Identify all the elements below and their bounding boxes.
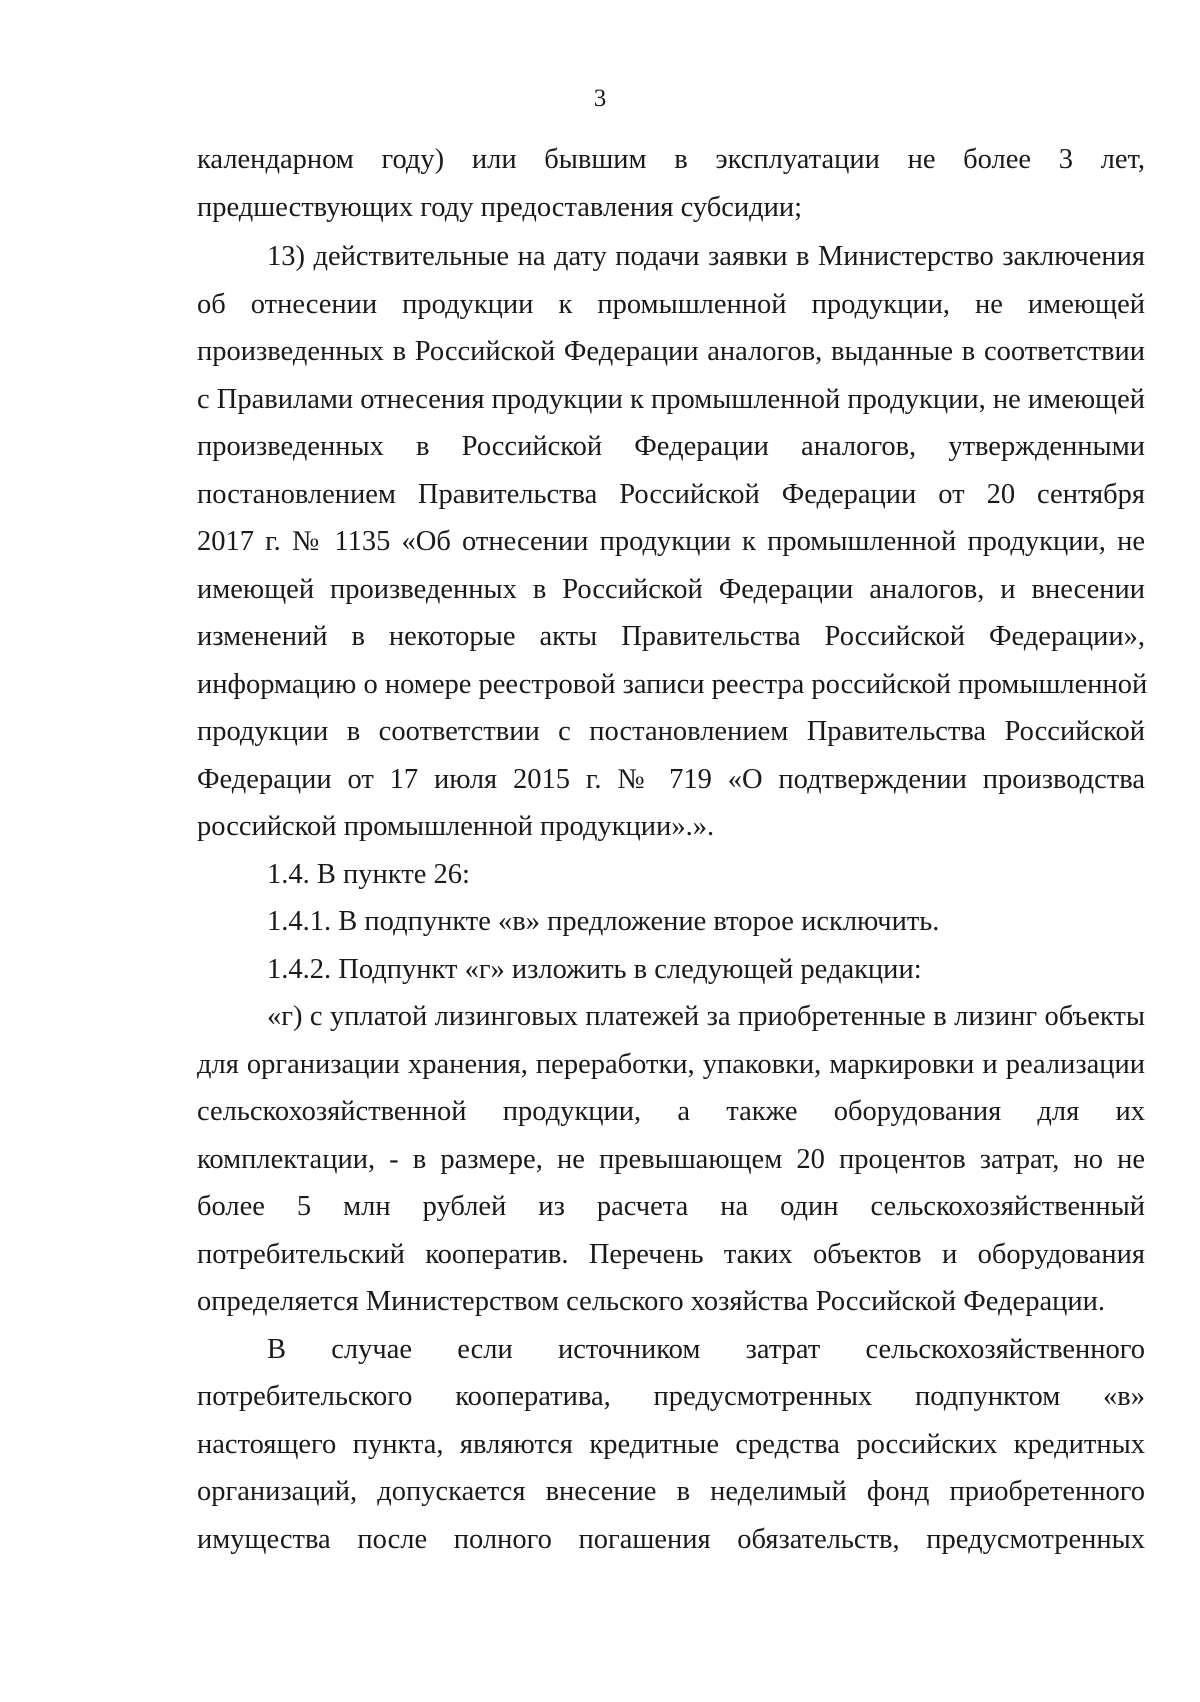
text-line: имущества после полного погашения обязательств, предусмотренных [197, 1523, 1145, 1555]
text-line: постановлением Правительства Российской Федерации от 20 сентября [197, 478, 1145, 510]
text-line: 1.4. В пункте 26: [267, 858, 470, 890]
text-line: настоящего пункта, являются кредитные средства российских кредитных [197, 1428, 1145, 1460]
text-line: российской промышленной продукции».». [197, 811, 715, 842]
text-line: сельскохозяйственной продукции, а также оборудования для их [197, 1096, 1145, 1127]
text-line: произведенных в Российской Федерации аналогов, выданные в соответствии [197, 336, 1145, 367]
text-line: имеющей произведенных в Российской Федерации аналогов, и внесении [197, 573, 1145, 605]
text-line: 1.4.1. В подпункте «в» предложение второе исключить. [267, 906, 940, 937]
text-line: 13) действительные на дату подачи заявки в Министерство заключения [267, 241, 1145, 272]
text-line: организаций, допускается внесение в неделимый фонд приобретенного [197, 1476, 1145, 1507]
text-line: информацию о номере реестровой записи реестра российской промышленной [197, 668, 1148, 700]
text-line: предшествующих году предоставления субсидии; [197, 191, 803, 223]
page-number: 3 [593, 85, 607, 112]
text-line: определяется Министерством сельского хозяйства Российской Федерации. [197, 1286, 1105, 1317]
text-line: потребительского кооператива, предусмотренных подпунктом «в» [197, 1381, 1145, 1412]
text-line: продукции в соответствии с постановлением Правительства Российской [197, 716, 1145, 747]
text-line: потребительский кооператив. Перечень таких объектов и оборудования [197, 1238, 1145, 1270]
text-line: 1.4.2. Подпункт «г» изложить в следующей редакции: [267, 953, 922, 985]
text-line: более 5 млн рублей из расчета на один сельскохозяйственный [197, 1191, 1145, 1222]
text-line: произведенных в Российской Федерации аналогов, утвержденными [197, 431, 1145, 462]
text-line: с Правилами отнесения продукции к промышленной продукции, не имеющей [197, 383, 1145, 415]
text-line: Федерации от 17 июля 2015 г. № 719 «О подтверждении производства [197, 763, 1145, 795]
text-line: календарном году) или бывшим в эксплуатации не более 3 лет, [197, 144, 1145, 175]
document-body [197, 136, 1148, 1563]
text-line: 2017 г. № 1135 «Об отнесении продукции к промышленной продукции, не [197, 526, 1145, 557]
text-line: «г) с уплатой лизинговых платежей за приобретенные в лизинг объекты [267, 1001, 1145, 1032]
text-line: об отнесении продукции к промышленной продукции, не имеющей [197, 288, 1145, 320]
text-line: изменений в некоторые акты Правительства Российской Федерации», [197, 621, 1145, 652]
text-line: для организации хранения, переработки, упаковки, маркировки и реализации [197, 1048, 1145, 1080]
text-line: В случае если источником затрат сельскохозяйственного [267, 1333, 1145, 1365]
text-line: комплектации, - в размере, не превышающем 20 процентов затрат, но не [197, 1143, 1145, 1175]
